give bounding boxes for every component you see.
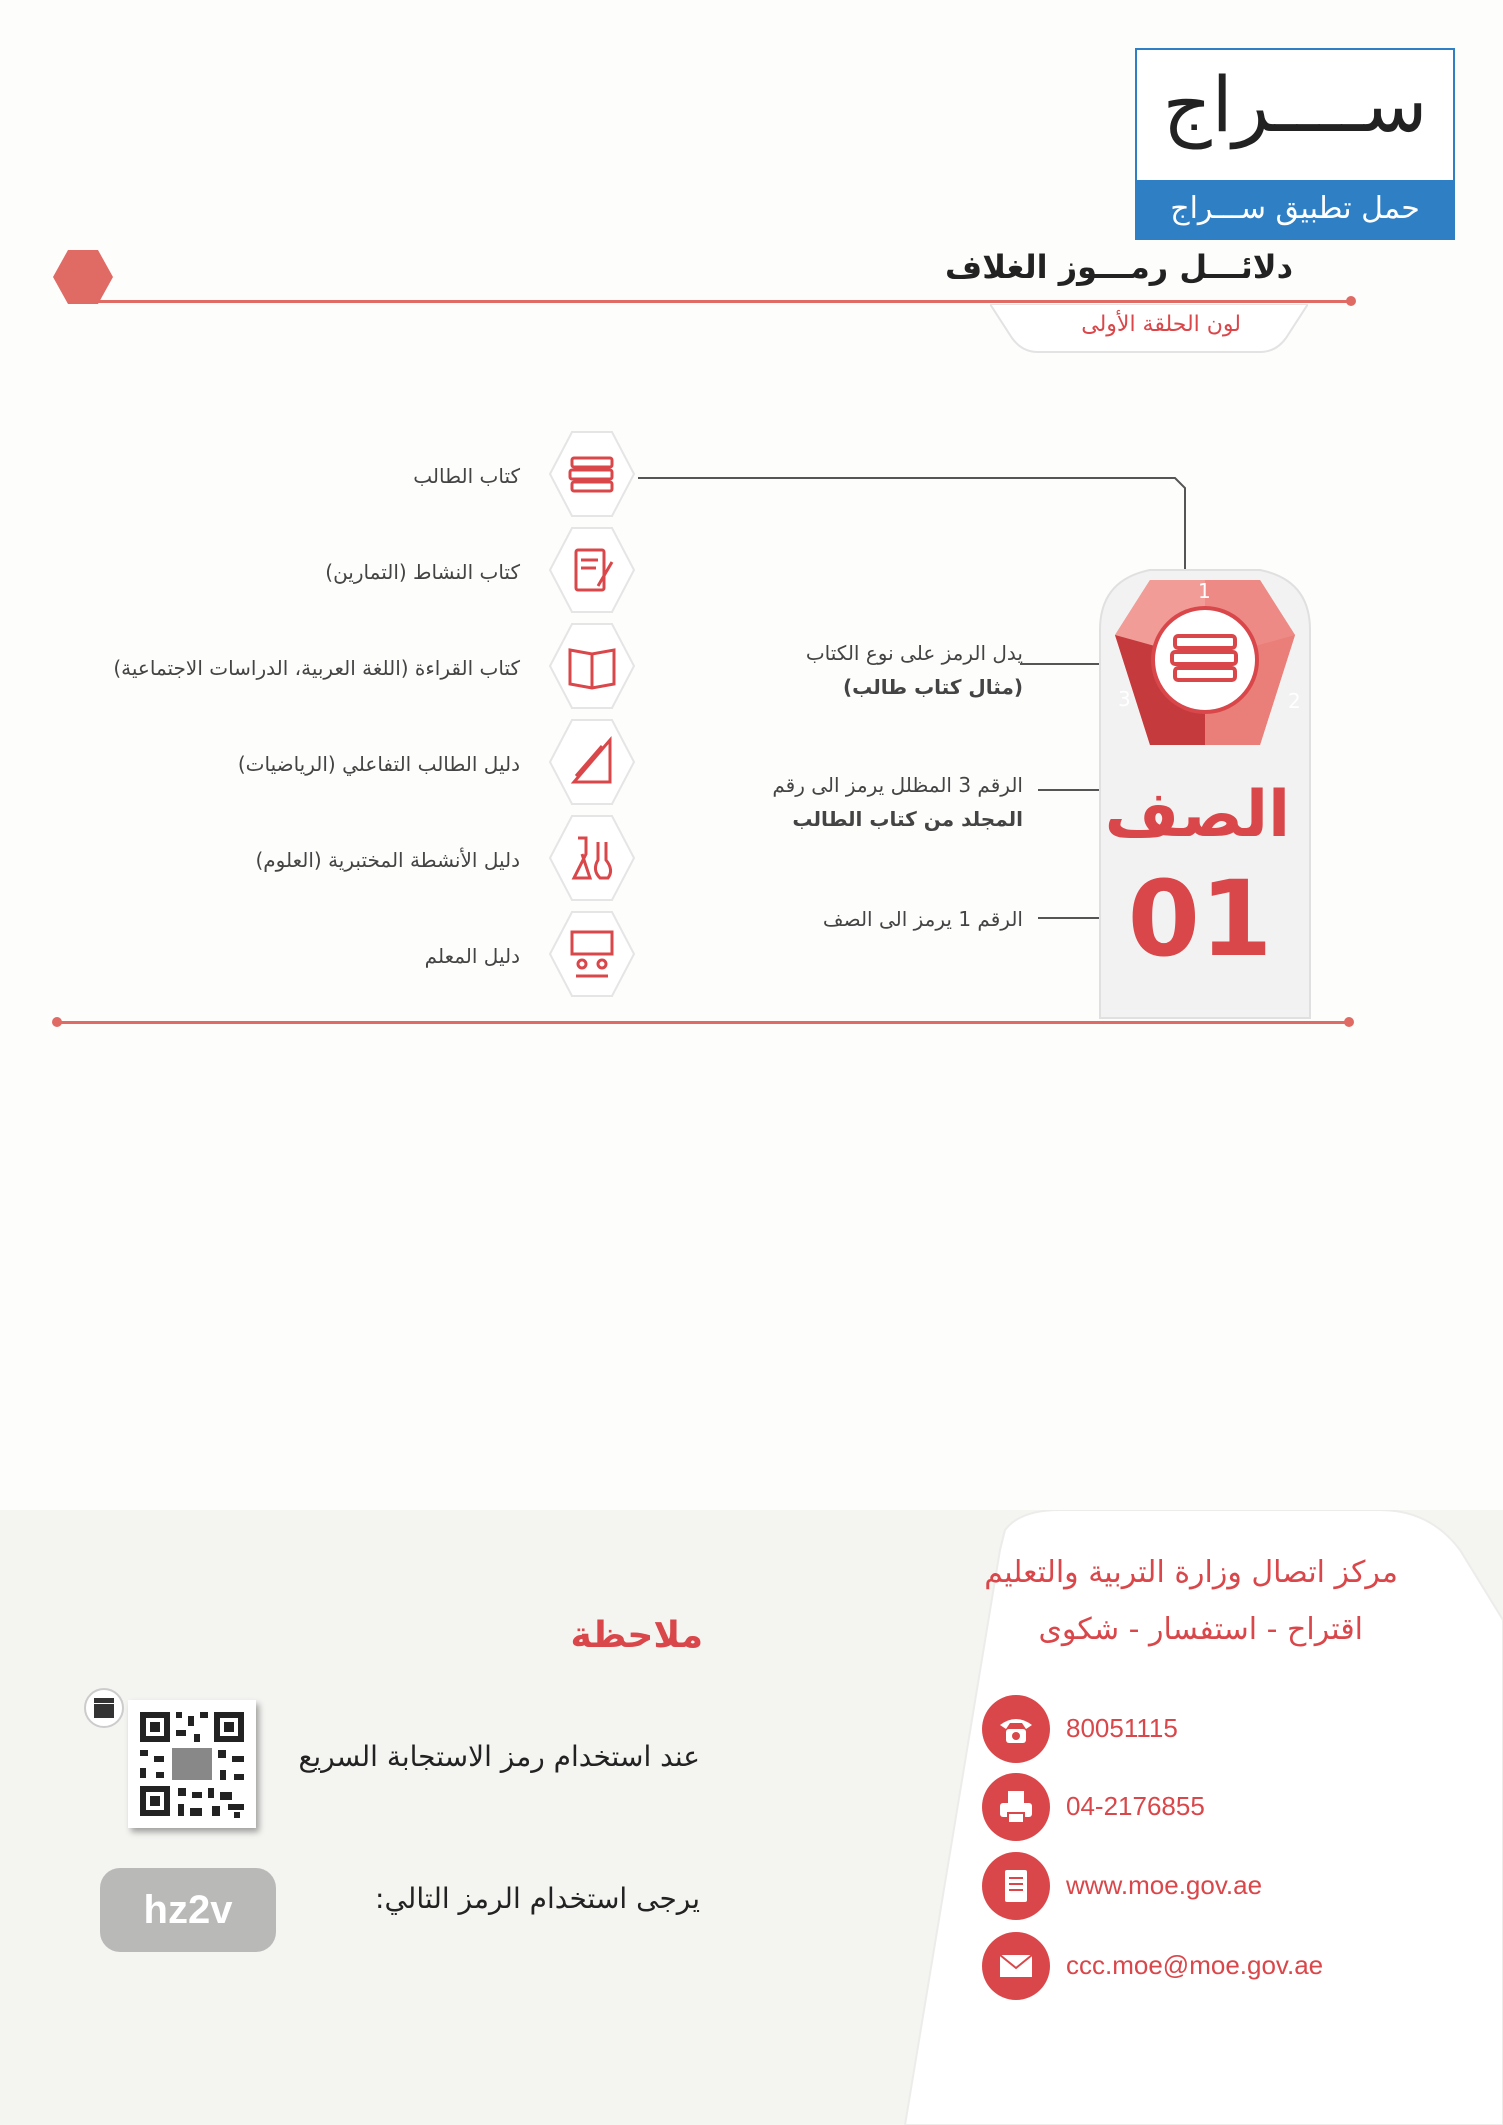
contact-text: 04-2176855 [1066, 1791, 1205, 1821]
email-envelope-icon [982, 1932, 1050, 2000]
qr-code[interactable] [128, 1700, 256, 1828]
contact-center-subtitle: اقتراح - استفسار - شكوى [1038, 1612, 1363, 1647]
book-type-label: كتاب الطالب [413, 464, 520, 488]
lab-flask-icon [548, 814, 636, 902]
note-title: ملاحظة [570, 1615, 703, 1656]
grade-word: الصف [1104, 778, 1290, 852]
volume-explanation-line: المجلد من كتاب الطالب [792, 807, 1023, 831]
contact-center-title: مركز اتصال وزارة التربية والتعليم [984, 1555, 1398, 1590]
badge-segment-number: 3 [1118, 687, 1131, 711]
type-explanation [806, 636, 1023, 704]
cycle-label: لون الحلقة الأولى [1081, 312, 1241, 337]
ruler-triangle-icon [548, 718, 636, 806]
divider-dot [1346, 296, 1356, 306]
books-stack-icon [548, 430, 636, 518]
access-code-badge: hz2v [100, 1868, 276, 1952]
siraj-logo [1135, 48, 1455, 240]
type-explanation-line: (مثال كتاب طالب) [842, 675, 1023, 699]
contact-email[interactable] [982, 1932, 1402, 2002]
clapperboard-icon [84, 1688, 124, 1728]
divider-dot [1344, 1017, 1354, 1027]
phone-icon [982, 1695, 1050, 1763]
contact-text: 80051115 [1066, 1713, 1178, 1743]
badge-segment-number: 2 [1288, 689, 1301, 713]
activity-book-icon [548, 526, 636, 614]
header-divider [80, 300, 1350, 303]
contact-fax[interactable] [982, 1773, 1402, 1843]
book-type-label: كتاب النشاط (التمارين) [325, 560, 520, 584]
contact-website[interactable] [982, 1852, 1402, 1922]
book-type-label: كتاب القراءة (اللغة العربية، الدراسات الاجتماعية) [113, 656, 520, 680]
logo-tagline: حمل تطبيق ســـراج [1137, 180, 1453, 238]
grade-number: 01 [1127, 858, 1273, 980]
page-title: دلائـــل رمـــوز الغلاف [945, 248, 1293, 286]
section-divider [57, 1021, 1347, 1024]
logo-wordmark: ســــراج [1162, 60, 1428, 149]
badge-segment-number: 1 [1198, 579, 1211, 603]
divider-dot [52, 1017, 62, 1027]
type-explanation-line: يدل الرمز على نوع الكتاب [805, 641, 1023, 665]
fax-icon [982, 1773, 1050, 1841]
note-code-instruction: يرجى استخدام الرمز التالي: [375, 1882, 700, 1915]
note-qr-instruction: عند استخدام رمز الاستجابة السريع [298, 1740, 700, 1773]
website-document-icon [982, 1852, 1050, 1920]
volume-explanation-line: الرقم 3 المظلل يرمز الى رقم [772, 773, 1023, 797]
contact-text: www.moe.gov.ae [1066, 1870, 1263, 1900]
book-type-label: دليل الطالب التفاعلي (الرياضيات) [237, 752, 520, 776]
volume-explanation [772, 768, 1023, 836]
book-type-label: دليل الأنشطة المختبرية (العلوم) [255, 848, 520, 872]
hexagon-marker [52, 248, 114, 306]
open-book-icon [548, 622, 636, 710]
contact-text: ccc.moe@moe.gov.ae [1066, 1950, 1324, 1980]
book-type-label: دليل المعلم [424, 944, 520, 968]
contact-phone[interactable] [982, 1695, 1402, 1765]
teacher-board-icon [548, 910, 636, 998]
grade-explanation: الرقم 1 يرمز الى الصف [822, 907, 1023, 931]
